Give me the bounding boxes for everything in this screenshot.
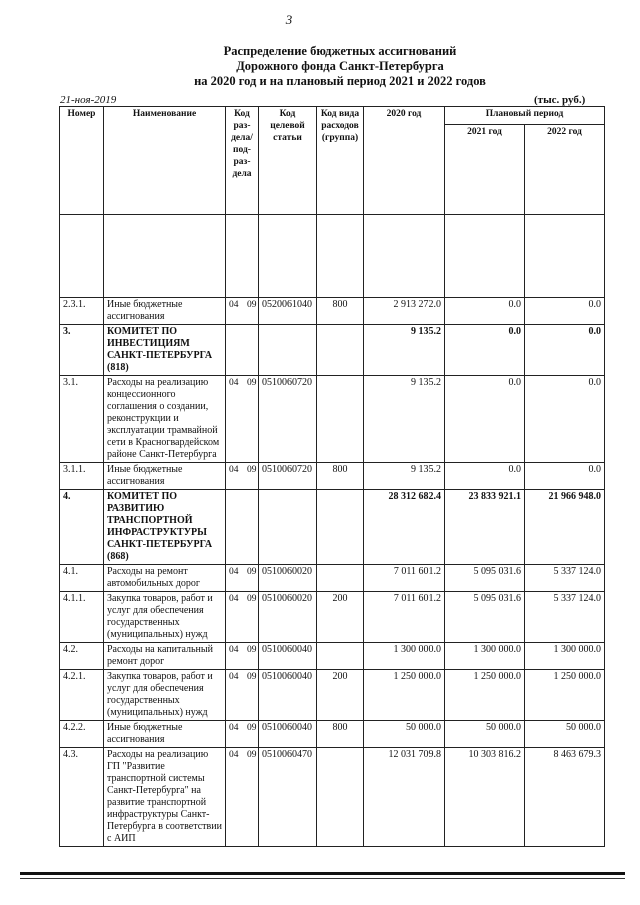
- title-line-2: Дорожного фонда Санкт-Петербурга: [236, 59, 444, 73]
- header-2022: 2022 год: [525, 125, 605, 215]
- section-code: 04: [229, 465, 239, 475]
- row-2020: 2 913 272.0: [364, 298, 445, 325]
- table-row: [60, 670, 605, 721]
- table-row: [60, 592, 605, 643]
- header-planned: Плановый период: [445, 107, 605, 125]
- row-section-code: [226, 565, 259, 592]
- row-2022: 50 000.0: [525, 721, 605, 748]
- row-name: Иные бюджетные ассигнования: [104, 298, 226, 325]
- row-2020: 7 011 601.2: [364, 565, 445, 592]
- header-expense: Код вида расходов (группа): [317, 107, 364, 215]
- section-code: 04: [229, 300, 239, 310]
- row-target-code: [259, 490, 317, 565]
- row-target-code: 0510060720: [259, 376, 317, 463]
- row-name: Расходы на ремонт автомобильных дорог: [104, 565, 226, 592]
- row-target-code: 0510060040: [259, 721, 317, 748]
- row-section-code: [226, 376, 259, 463]
- row-target-code: [259, 325, 317, 376]
- row-2020: 1 300 000.0: [364, 643, 445, 670]
- row-number: 4.: [60, 490, 104, 565]
- row-expense-code: 800: [317, 298, 364, 325]
- row-name: КОМИТЕТ ПО ИНВЕСТИЦИЯМ САНКТ-ПЕТЕРБУРГА (818): [104, 325, 226, 376]
- row-2021: 0.0: [445, 463, 525, 490]
- row-2022: 0.0: [525, 325, 605, 376]
- row-name: Иные бюджетные ассигнования: [104, 721, 226, 748]
- row-name: Иные бюджетные ассигнования: [104, 463, 226, 490]
- section-code: 04: [229, 750, 239, 760]
- row-2021: 0.0: [445, 376, 525, 463]
- row-expense-code: [317, 748, 364, 847]
- row-name: Расходы на реализацию ГП "Развитие транспортной системы Санкт-Петербурга" на развитие транспортной инфраструктуры Санкт-Петербурга в соответствии с АИП: [104, 748, 226, 847]
- row-name: Закупка товаров, работ и услуг для обеспечения государственных (муниципальных) нужд: [104, 592, 226, 643]
- section-code: 04: [229, 567, 239, 577]
- bottom-rule-thin: [20, 878, 625, 879]
- table-row: [60, 721, 605, 748]
- table-row: [60, 643, 605, 670]
- subsection-code: 09: [247, 750, 257, 760]
- row-expense-code: [317, 325, 364, 376]
- row-target-code: 0520061040: [259, 298, 317, 325]
- row-target-code: 0510060040: [259, 643, 317, 670]
- row-target-code: 0510060020: [259, 592, 317, 643]
- header-name: Наименование: [104, 107, 226, 215]
- row-2022: 1 300 000.0: [525, 643, 605, 670]
- row-section-code: [226, 325, 259, 376]
- row-2020: 28 312 682.4: [364, 490, 445, 565]
- row-number: 4.1.: [60, 565, 104, 592]
- row-expense-code: 800: [317, 463, 364, 490]
- table-row: [60, 298, 605, 325]
- subsection-code: 09: [247, 300, 257, 310]
- row-2022: 0.0: [525, 376, 605, 463]
- row-expense-code: [317, 376, 364, 463]
- title-line-1: Распределение бюджетных ассигнований: [223, 44, 457, 58]
- subsection-code: 09: [247, 723, 257, 733]
- row-target-code: 0510060020: [259, 565, 317, 592]
- section-code: 04: [229, 645, 239, 655]
- units-label: (тыс. руб.): [534, 94, 586, 106]
- row-target-code: 0510060040: [259, 670, 317, 721]
- row-2022: 1 250 000.0: [525, 670, 605, 721]
- table-row: [60, 490, 605, 565]
- header-number: Номер: [60, 107, 104, 215]
- subsection-code: 09: [247, 672, 257, 682]
- row-2020: 9 135.2: [364, 325, 445, 376]
- row-section-code: [226, 463, 259, 490]
- row-name: Расходы на реализацию концессионного соглашения о создании, реконструкции и эксплуатации трамвайной сети в Красногвардейском районе Санкт-Петербурга: [104, 376, 226, 463]
- section-code: 04: [229, 594, 239, 604]
- bottom-rule: [20, 872, 625, 875]
- subsection-code: 09: [247, 645, 257, 655]
- row-name: Закупка товаров, работ и услуг для обеспечения государственных (муниципальных) нужд: [104, 670, 226, 721]
- table-row: [60, 463, 605, 490]
- row-2022: 8 463 679.3: [525, 748, 605, 847]
- row-expense-code: [317, 643, 364, 670]
- row-expense-code: 200: [317, 670, 364, 721]
- row-section-code: [226, 670, 259, 721]
- row-2021: 0.0: [445, 298, 525, 325]
- row-section-code: [226, 721, 259, 748]
- document-date: 21-ноя-2019: [60, 94, 117, 106]
- row-expense-code: 800: [317, 721, 364, 748]
- row-number: 4.2.: [60, 643, 104, 670]
- row-2022: 5 337 124.0: [525, 592, 605, 643]
- row-2022: 21 966 948.0: [525, 490, 605, 565]
- row-expense-code: [317, 565, 364, 592]
- section-code: 04: [229, 672, 239, 682]
- row-2020: 7 011 601.2: [364, 592, 445, 643]
- row-2022: 5 337 124.0: [525, 565, 605, 592]
- row-name: Расходы на капитальный ремонт дорог: [104, 643, 226, 670]
- subsection-code: 09: [247, 594, 257, 604]
- table-row: [60, 376, 605, 463]
- row-section-code: [226, 592, 259, 643]
- section-code: 04: [229, 723, 239, 733]
- row-number: 4.2.2.: [60, 721, 104, 748]
- row-2020: 1 250 000.0: [364, 670, 445, 721]
- row-2020: 50 000.0: [364, 721, 445, 748]
- subsection-code: 09: [247, 567, 257, 577]
- row-2020: 9 135.2: [364, 463, 445, 490]
- row-2021: 10 303 816.2: [445, 748, 525, 847]
- row-target-code: 0510060720: [259, 463, 317, 490]
- subsection-code: 09: [247, 378, 257, 388]
- row-2021: 0.0: [445, 325, 525, 376]
- row-number: 2.3.1.: [60, 298, 104, 325]
- row-target-code: 0510060470: [259, 748, 317, 847]
- row-section-code: [226, 748, 259, 847]
- row-2021: 5 095 031.6: [445, 592, 525, 643]
- row-2021: 50 000.0: [445, 721, 525, 748]
- document-title: [170, 44, 510, 89]
- row-number: 3.1.: [60, 376, 104, 463]
- row-section-code: [226, 643, 259, 670]
- row-name: КОМИТЕТ ПО РАЗВИТИЮ ТРАНСПОРТНОЙ ИНФРАСТРУКТУРЫ САНКТ-ПЕТЕРБУРГА (868): [104, 490, 226, 565]
- row-expense-code: 200: [317, 592, 364, 643]
- page-number: 3: [285, 12, 293, 27]
- row-2020: 12 031 709.8: [364, 748, 445, 847]
- table-row: [60, 325, 605, 376]
- row-2021: 1 250 000.0: [445, 670, 525, 721]
- header-2020: 2020 год: [364, 107, 445, 215]
- row-2021: 5 095 031.6: [445, 565, 525, 592]
- section-code: 04: [229, 378, 239, 388]
- row-2022: 0.0: [525, 298, 605, 325]
- row-number: 4.3.: [60, 748, 104, 847]
- subsection-code: 09: [247, 465, 257, 475]
- row-number: 3.: [60, 325, 104, 376]
- row-number: 4.1.1.: [60, 592, 104, 643]
- row-expense-code: [317, 490, 364, 565]
- header-section: Код раз-дела/ под-раз-дела: [226, 107, 259, 215]
- row-2022: 0.0: [525, 463, 605, 490]
- row-section-code: [226, 298, 259, 325]
- header-target: Код целевой статьи: [259, 107, 317, 215]
- row-section-code: [226, 490, 259, 565]
- row-2021: 23 833 921.1: [445, 490, 525, 565]
- row-2021: 1 300 000.0: [445, 643, 525, 670]
- budget-table: [59, 106, 605, 847]
- row-2020: 9 135.2: [364, 376, 445, 463]
- table-row: [60, 748, 605, 847]
- table-row: [60, 565, 605, 592]
- row-number: 4.2.1.: [60, 670, 104, 721]
- header-2021: 2021 год: [445, 125, 525, 215]
- title-line-3: на 2020 год и на плановый период 2021 и 2022 годов: [194, 74, 486, 88]
- row-number: 3.1.1.: [60, 463, 104, 490]
